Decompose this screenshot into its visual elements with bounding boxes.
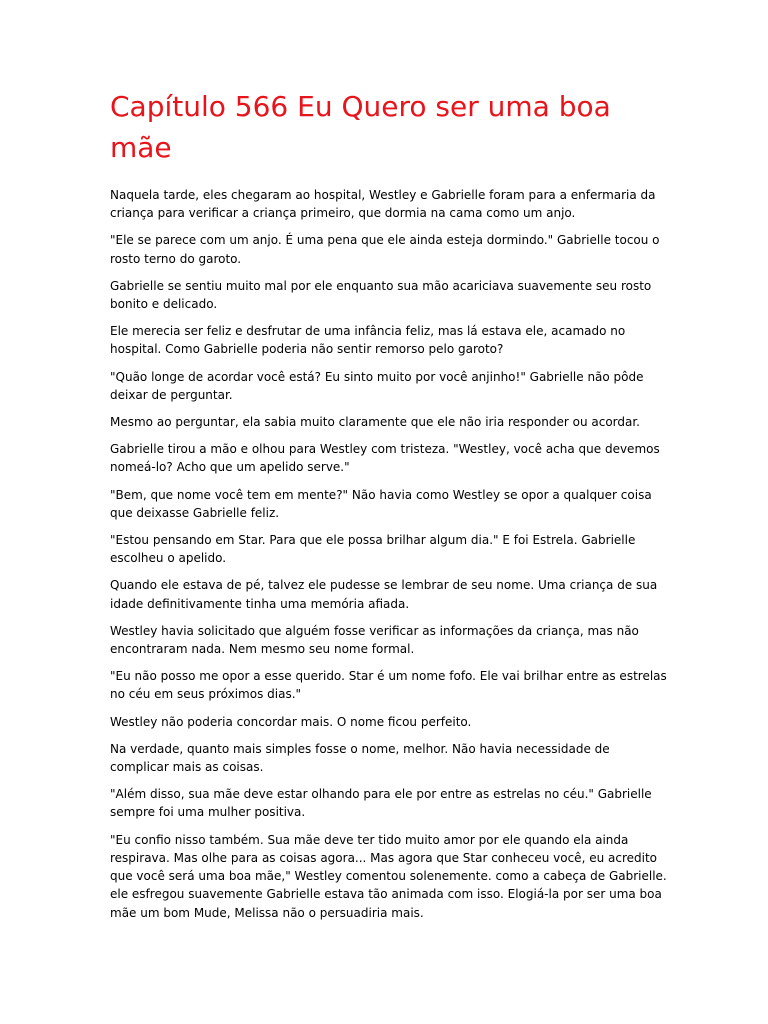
paragraph-11: Westley havia solicitado que alguém fosse verificar as informações da criança, mas não encontraram nada. Nem mesmo seu nome formal.	[110, 623, 639, 657]
paragraph-6: Mesmo ao perguntar, ela sabia muito claramente que ele não iria responder ou acordar.	[110, 415, 640, 430]
paragraph-10: Quando ele estava de pé, talvez ele pudesse se lembrar de seu nome. Uma criança de sua idade definitivamente tinha uma memória afiada.	[110, 578, 658, 611]
paragraph-16: "Eu confio nisso também. Sua mãe deve ter tido muito amor por ele quando ela ainda respirava. Mas olhe para as coisas agora... Mas agora que Star conheceu você, eu acredito que você será uma boa mãe," Westley comentou solenemente. como a cabeça de Gabrielle. ele esfregou suavemente Gabrielle estava tão animada com isso. Elogiá-la por ser uma boa mãe um bom Mude, Melissa não o persuadiria mais.	[110, 832, 667, 920]
paragraph-4: Ele merecia ser feliz e desfrutar de uma infância feliz, mas lá estava ele, acamado no hospital. Como Gabrielle poderia não sentir remorso pelo garoto?	[110, 324, 626, 357]
paragraph-14: Na verdade, quanto mais simples fosse o nome, melhor. Não havia necessidade de complicar mais as coisas.	[110, 741, 610, 775]
document-page	[110, 86, 670, 931]
paragraph-8: "Bem, que nome você tem em mente?" Não havia como Westley se opor a qualquer coisa que deixasse Gabrielle feliz.	[110, 487, 652, 520]
paragraph-2: "Ele se parece com um anjo. É uma pena que ele ainda esteja dormindo." Gabrielle tocou o rosto terno do garoto.	[110, 233, 660, 266]
paragraph-5: "Quão longe de acordar você está? Eu sinto muito por você anjinho!" Gabrielle não pôde deixar de perguntar.	[110, 369, 644, 402]
paragraph-7: Gabrielle tirou a mão e olhou para Westley com tristeza. "Westley, você acha que devemos nomeá-lo? Acho que um apelido serve."	[110, 442, 660, 475]
paragraph-12: "Eu não posso me opor a esse querido. Star é um nome fofo. Ele vai brilhar entre as estrelas no céu em seus próximos dias."	[110, 669, 667, 702]
paragraph-3: Gabrielle se sentiu muito mal por ele enquanto sua mão acariciava suavemente seu rosto bonito e delicado.	[110, 278, 652, 312]
paragraph-15: "Além disso, sua mãe deve estar olhando para ele por entre as estrelas no céu." Gabrielle sempre foi uma mulher positiva.	[110, 787, 652, 820]
chapter-title: Capítulo 566 Eu Quero ser uma boa mãe	[110, 90, 611, 164]
paragraph-9: "Estou pensando em Star. Para que ele possa brilhar algum dia." E foi Estrela. Gabrielle escolheu o apelido.	[110, 533, 636, 566]
paragraph-13: Westley não poderia concordar mais. O nome ficou perfeito.	[110, 714, 472, 729]
paragraph-1: Naquela tarde, eles chegaram ao hospital, Westley e Gabrielle foram para a enfermaria da criança para verificar a criança primeiro, que dormia na cama como um anjo.	[110, 188, 656, 221]
